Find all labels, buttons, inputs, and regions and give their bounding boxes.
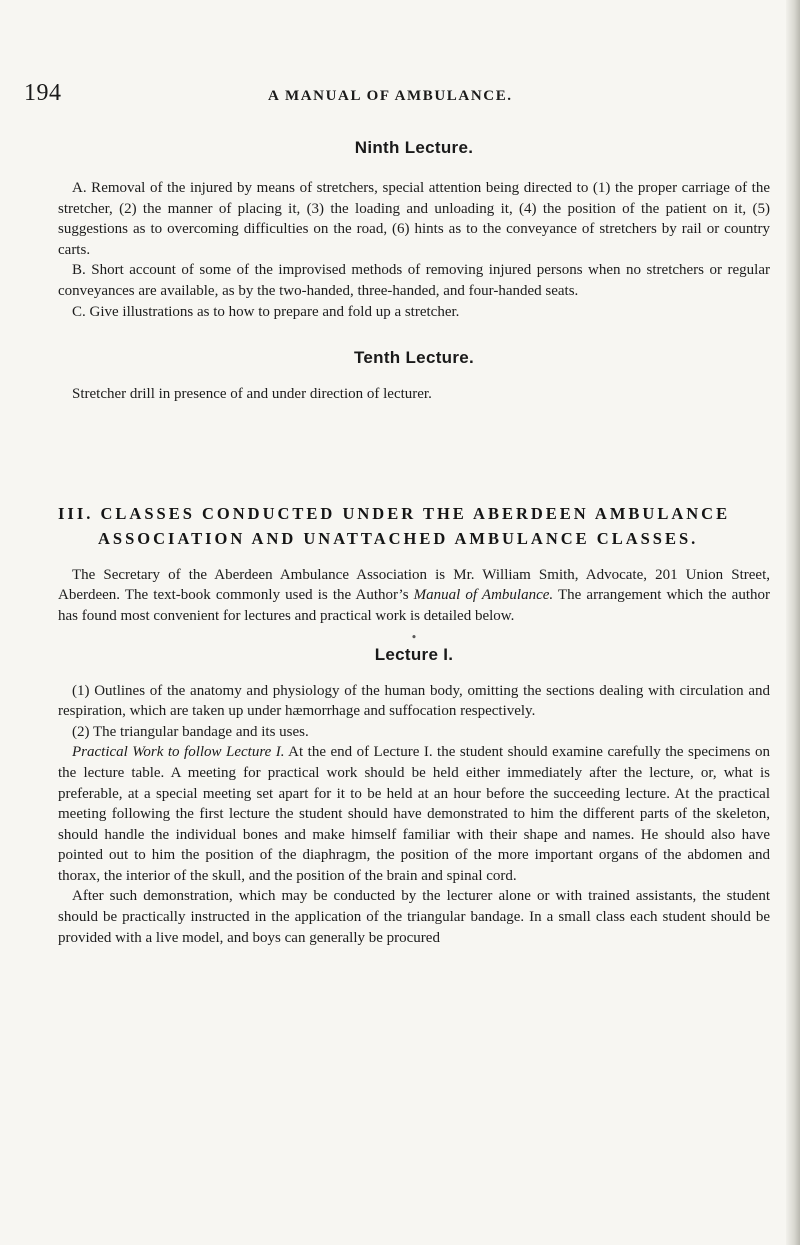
after-demonstration-paragraph: After such demonstration, which may be conducted by the lecturer alone or with trained assistants, the student should be practically instructed in the application of the triangular bandage. In a small class each student should be provided with a live model, and boys can generally be procured [58,888,770,946]
first-lecture-item-2: (2) The triangular bandage and its uses. [72,723,309,740]
ninth-lecture-heading: Ninth Lecture. [354,138,474,157]
page-edge-shadow [786,0,800,1245]
ninth-lecture-paragraph-a: A. Removal of the injured by means of stretchers, special attention being directed to (1) the proper carriage of the stretcher, (2) the manner of placing it, (3) the loading and unloading it, (4) the position of the patient on it, (5) suggestions as to overcoming difficulties on the road, (6) hints as to the conveyance of stretchers by rail or country carts. [58,180,770,258]
page-body [58,138,770,948]
spacer [58,551,770,565]
manual-title-italic: Manual of Ambulance. [413,587,554,604]
running-title: A MANUAL OF AMBULANCE. [268,88,513,104]
running-head [24,80,764,112]
tenth-lecture-heading: Tenth Lecture. [353,348,475,368]
ninth-lecture-paragraph-c: C. Give illustrations as to how to prepare and fold up a stretcher. [72,303,460,320]
practical-work-text: At the end of Lecture I. the student should examine carefully the specimens on the lecture table. A meeting for practical work should be held either immediately after the lecture, or, what is preferable, at a special meeting set apart for it to be held at an hour before the succeeding lecture. At the practical meeting following the first lecture the student should have demonstrated to him the different parts of the skeleton, should handle the individual bones and make himself familiar with their shape and names. He should also have pointed out to him the position of the diaphragm, the position of the more important organs of the abdomen and thorax, the interior of the skull, and the position of the brain and spinal cord. [58,744,770,884]
intro-text-continued: The arrangement which the author has found most convenient for lectures and practical work is detailed below. [58,587,770,624]
page-number: 194 [24,80,62,106]
spacer [58,405,770,501]
ornament-dot: • [410,630,418,644]
practical-work-paragraph [58,742,770,886]
first-lecture-item-1: (1) Outlines of the anatomy and physiology of the human body, omitting the sections dealing with circulation and respiration, which are taken up under hæmorrhage and suffocation respectively. [58,682,770,720]
practical-work-title-italic: Practical Work to follow Lecture I. [72,744,285,761]
spacer [58,322,770,348]
section-three-heading: III. CLASSES CONDUCTED UNDER THE ABERDEEN AMBULANCE ASSOCIATION AND UNATTACHED AMBULANCE CLASSES. [58,503,731,548]
section-three-intro [58,565,770,627]
ninth-lecture-paragraph-b: B. Short account of some of the improvised methods of removing injured persons when no stretchers or regular conveyances are available, as by the two-handed, three-handed, and four-handed seats. [58,262,770,299]
tenth-lecture-paragraph: Stretcher drill in presence of and under direction of lecturer. [72,386,432,403]
first-lecture-heading: Lecture I. [374,644,454,664]
intro-text: The Secretary of the Aberdeen Ambulance Association is Mr. William Smith, Advocate, 201 Union Street, Aberdeen. The text-book commonly used is the Author’s [58,566,770,604]
